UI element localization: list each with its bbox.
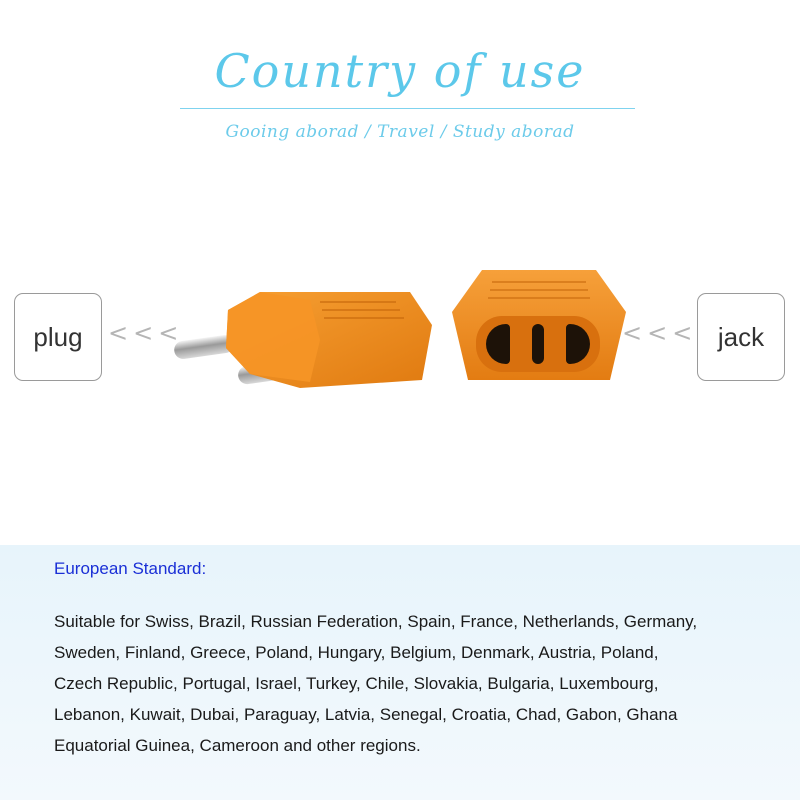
country-line: Czech Republic, Portugal, Israel, Turkey, Chile, Slovakia, Bulgaria, Luxembourg, xyxy=(54,674,659,693)
title-underline xyxy=(180,108,635,109)
country-line: Equatorial Guinea, Cameroon and other regions. xyxy=(54,736,421,755)
country-line: Sweden, Finland, Greece, Poland, Hungary, Belgium, Denmark, Austria, Poland, xyxy=(54,643,659,662)
country-line: Lebanon, Kuwait, Dubai, Paraguay, Latvia, Senegal, Croatia, Chad, Gabon, Ghana xyxy=(54,705,678,724)
plug-label: plug xyxy=(33,321,83,352)
jack-center-slot xyxy=(532,324,544,364)
jack-label: jack xyxy=(717,321,765,352)
page-subtitle: Gooing aborad / Travel / Study aborad xyxy=(225,122,575,142)
standard-heading: European Standard: xyxy=(54,559,207,578)
plug-face xyxy=(226,292,320,382)
plug-label-box xyxy=(14,293,102,381)
right-arrows: <<< xyxy=(622,319,698,347)
country-line: Suitable for Swiss, Brazil, Russian Federation, Spain, France, Netherlands, Germany, xyxy=(54,612,698,631)
country-list xyxy=(54,606,794,761)
plug-pin-top xyxy=(173,334,235,360)
plug-image xyxy=(160,270,440,400)
jack-image xyxy=(446,268,626,386)
jack-label-box xyxy=(697,293,785,381)
left-arrows: <<< xyxy=(108,319,184,347)
page-title: Country of use xyxy=(214,44,586,98)
